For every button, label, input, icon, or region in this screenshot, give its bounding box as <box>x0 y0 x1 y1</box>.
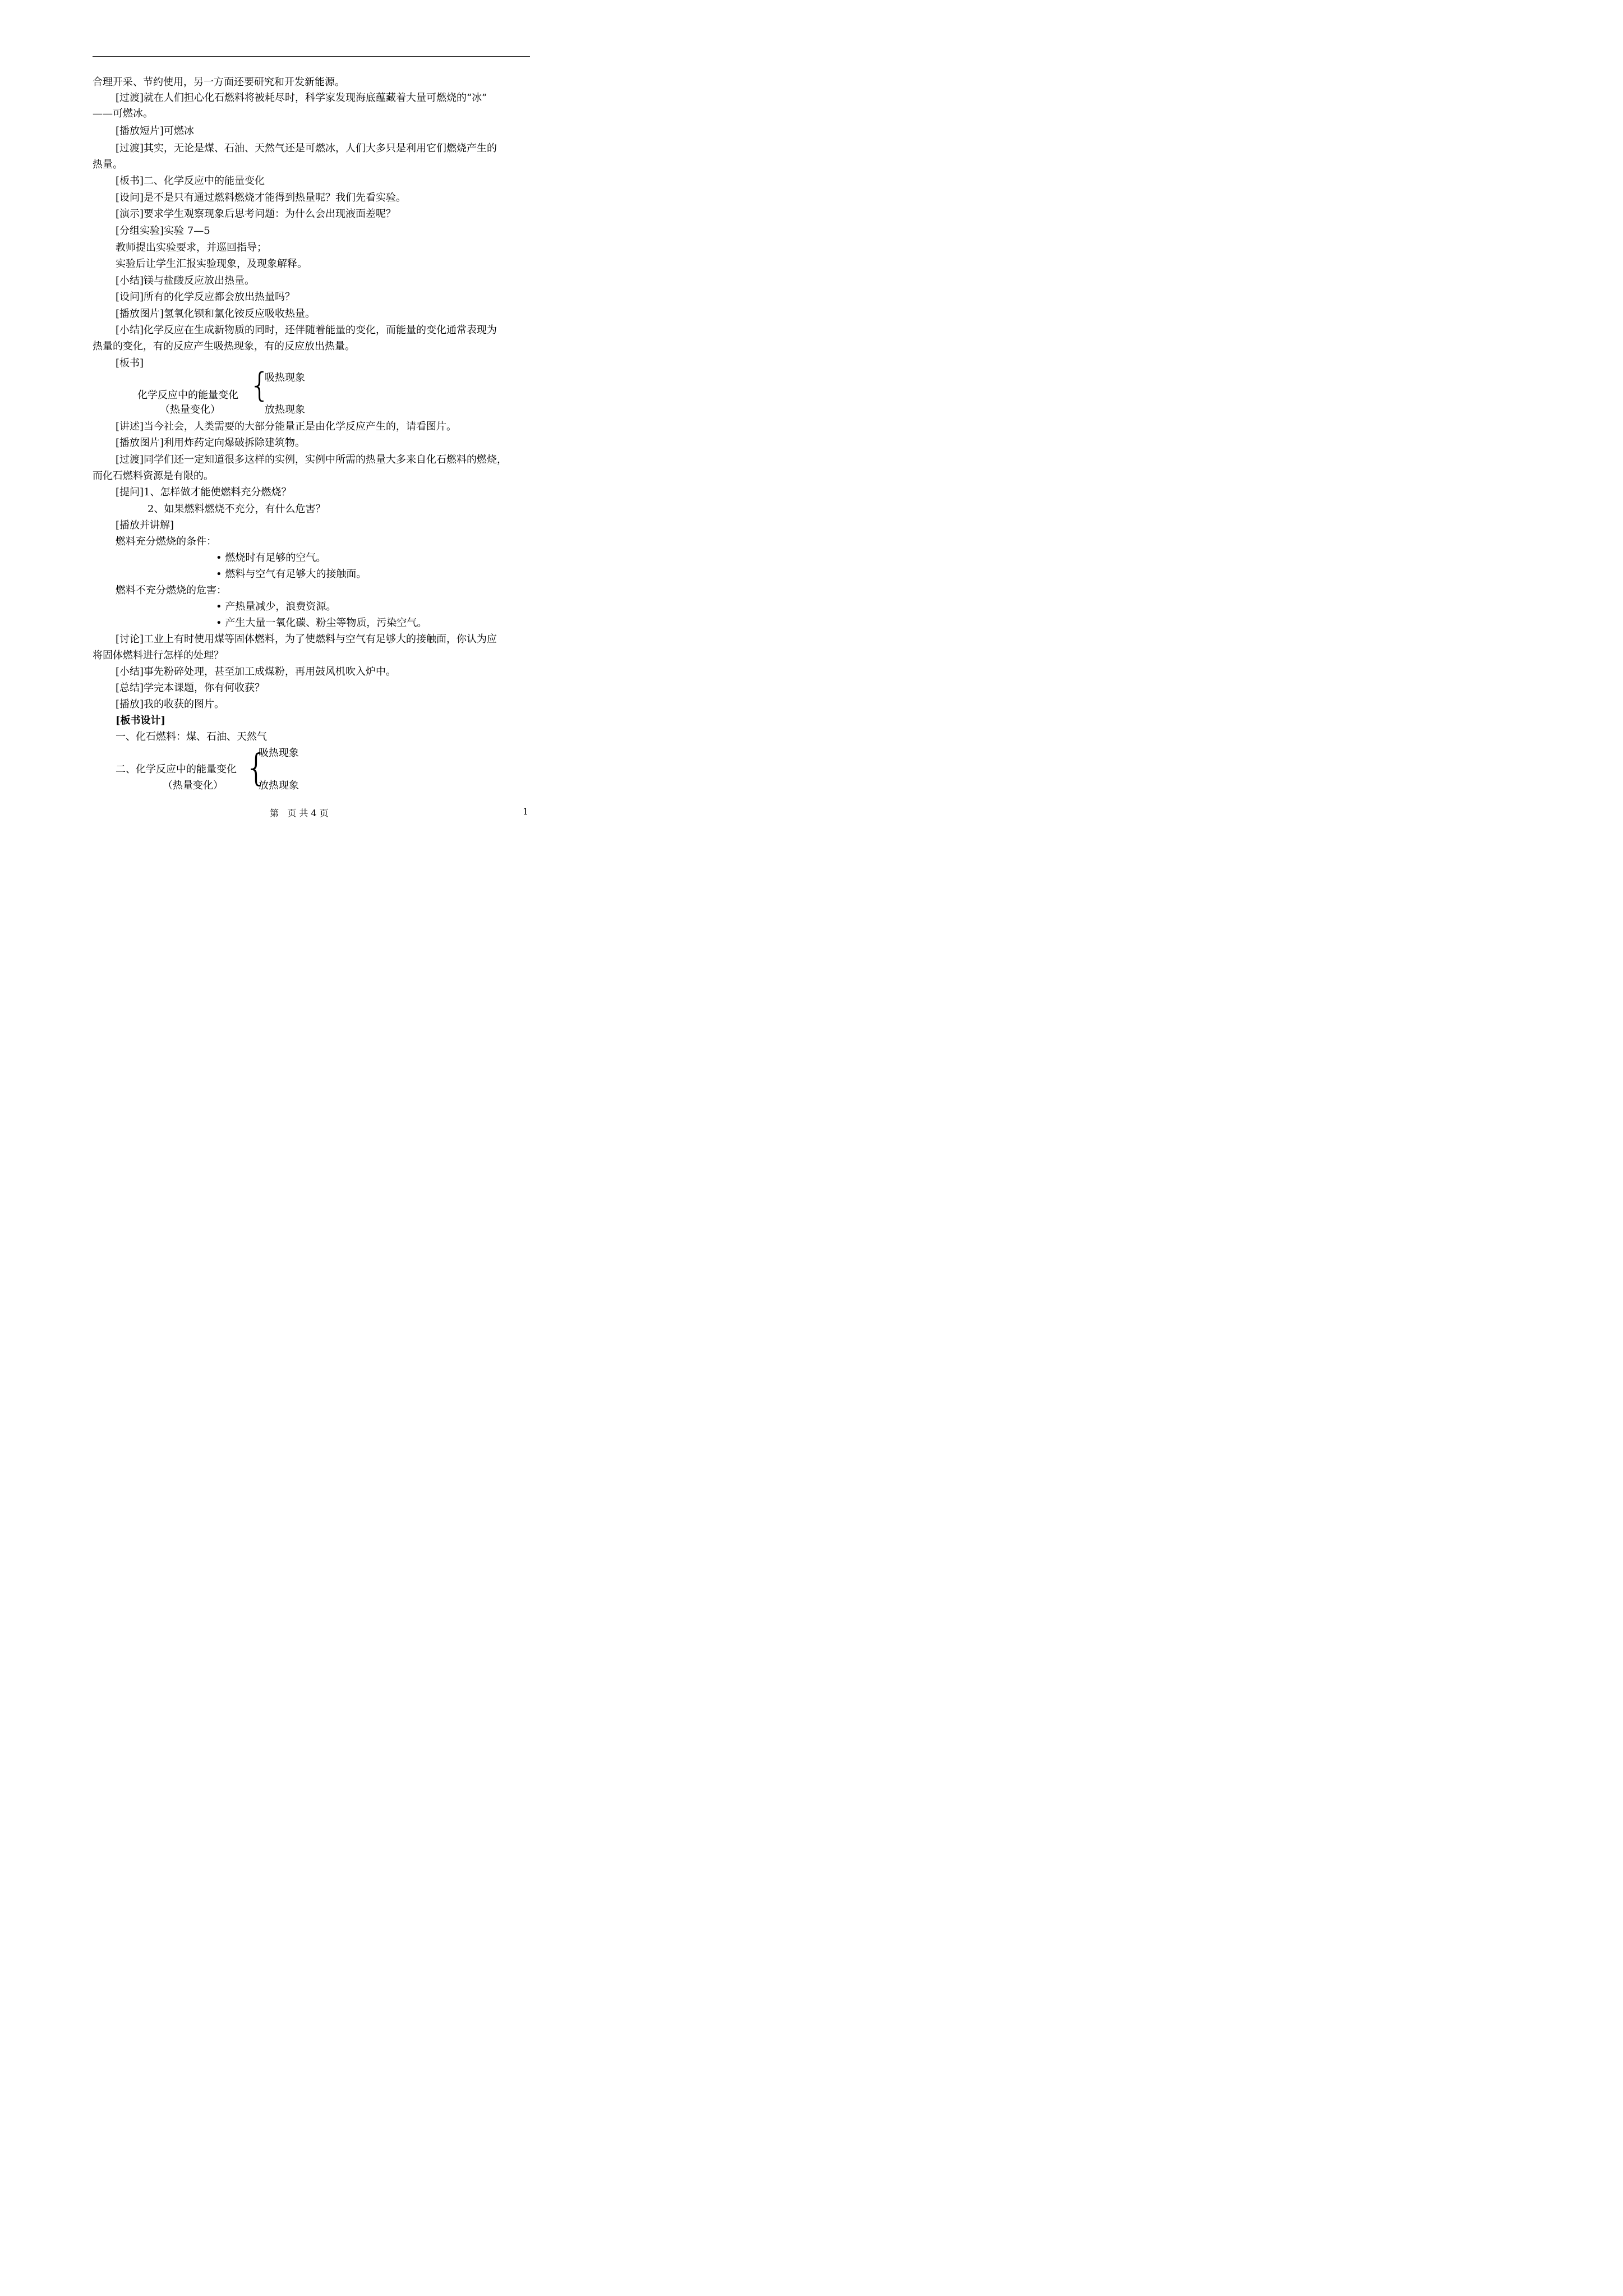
bullet-item: • 产热量减少，浪费资源。 <box>216 601 336 613</box>
text-line: 教师提出实验要求，并巡回指导； <box>116 242 267 254</box>
text-line: [讨论]工业上有时使用煤等固体燃料，为了使燃料与空气有足够大的接触面，你认为应 <box>116 633 497 645</box>
brace-icon: { <box>245 746 268 789</box>
text-line: [小结]化学反应在生成新物质的同时，还伴随着能量的变化，而能量的变化通常表现为 <box>116 324 497 336</box>
diagram-branch: 放热现象 <box>265 404 305 416</box>
bullet-item: • 燃烧时有足够的空气。 <box>216 552 326 564</box>
text-line: [过渡]就在人们担心化石燃料将被耗尽时，科学家发现海底蕴藏着大量可燃烧的“冰” <box>116 92 487 104</box>
diagram-branch: 吸热现象 <box>259 747 299 759</box>
text-line: 一、化石燃料：煤、石油、天然气 <box>116 731 267 743</box>
text-line: [演示]要求学生观察现象后思考问题：为什么会出现液面差呢？ <box>116 208 396 220</box>
diagram-label: 化学反应中的能量变化 <box>137 389 238 401</box>
text-line: [播放]我的收获的图片。 <box>116 698 225 710</box>
bullet-item: • 燃料与空气有足够大的接触面。 <box>216 568 367 580</box>
text-line: [过渡]其实，无论是煤、石油、天然气还是可燃冰，人们大多只是利用它们燃烧产生的 <box>116 142 497 154</box>
text-line: [分组实验]实验 7—5 <box>116 225 210 237</box>
text-line: 燃料充分燃烧的条件： <box>116 536 216 547</box>
page-number: 1 <box>523 806 529 817</box>
text-line: [板书]二、化学反应中的能量变化 <box>116 175 265 187</box>
text-line: 将固体燃料进行怎样的处理？ <box>93 650 224 661</box>
text-line: [过渡]同学们还一定知道很多这样的实例，实例中所需的热量大多来自化石燃料的燃烧， <box>116 454 508 466</box>
text-line: 而化石燃料资源是有限的。 <box>93 470 214 482</box>
text-line: 热量。 <box>93 159 123 171</box>
page-footer: 第 页 共 4 页 <box>270 808 329 818</box>
text-line: 燃料不充分燃烧的危害： <box>116 585 227 596</box>
text-line: ——可燃冰。 <box>93 108 153 119</box>
text-line: 实验后让学生汇报实验现象，及现象解释。 <box>116 258 307 270</box>
text-line: 热量的变化，有的反应产生吸热现象，有的反应放出热量。 <box>93 341 355 352</box>
diagram-sublabel: （热量变化） <box>163 780 223 792</box>
text-line: [设问]是不是只有通过燃料燃烧才能得到热量呢？我们先看实验。 <box>116 192 407 204</box>
brace-icon: { <box>249 366 271 405</box>
text-line: [设问]所有的化学反应都会放出热量吗？ <box>116 291 296 303</box>
text-line: [播放图片]利用炸药定向爆破拆除建筑物。 <box>116 437 306 449</box>
text-line: [讲述]当今社会，人类需要的大部分能量正是由化学反应产生的，请看图片。 <box>116 421 457 432</box>
diagram-branch: 放热现象 <box>259 780 299 792</box>
text-line: [小结]镁与盐酸反应放出热量。 <box>116 275 255 287</box>
text-line: [板书] <box>116 357 144 369</box>
text-line: [播放并讲解] <box>116 519 174 531</box>
diagram-label: 二、化学反应中的能量变化 <box>116 763 237 775</box>
section-heading: [板书设计] <box>116 715 166 726</box>
text-line: [播放短片]可燃冰 <box>116 125 195 137</box>
text-line: 合理开采、节约使用，另一方面还要研究和开发新能源。 <box>93 76 345 88</box>
text-line: [提问]1、怎样做才能使燃料充分燃烧？ <box>116 486 292 498</box>
diagram-sublabel: （热量变化） <box>160 404 220 416</box>
text-line: 2、如果燃料燃烧不充分，有什么危害？ <box>147 503 326 515</box>
text-line: [播放图片]氢氧化钡和氯化铵反应吸收热量。 <box>116 308 316 320</box>
bullet-item: • 产生大量一氧化碳、粉尘等物质，污染空气。 <box>216 617 427 629</box>
text-line: [小结]事先粉碎处理，甚至加工成煤粉，再用鼓风机吹入炉中。 <box>116 666 396 678</box>
diagram-branch: 吸热现象 <box>265 372 305 384</box>
text-line: [总结]学完本课题，你有何收获？ <box>116 682 265 694</box>
header-rule <box>93 56 530 57</box>
